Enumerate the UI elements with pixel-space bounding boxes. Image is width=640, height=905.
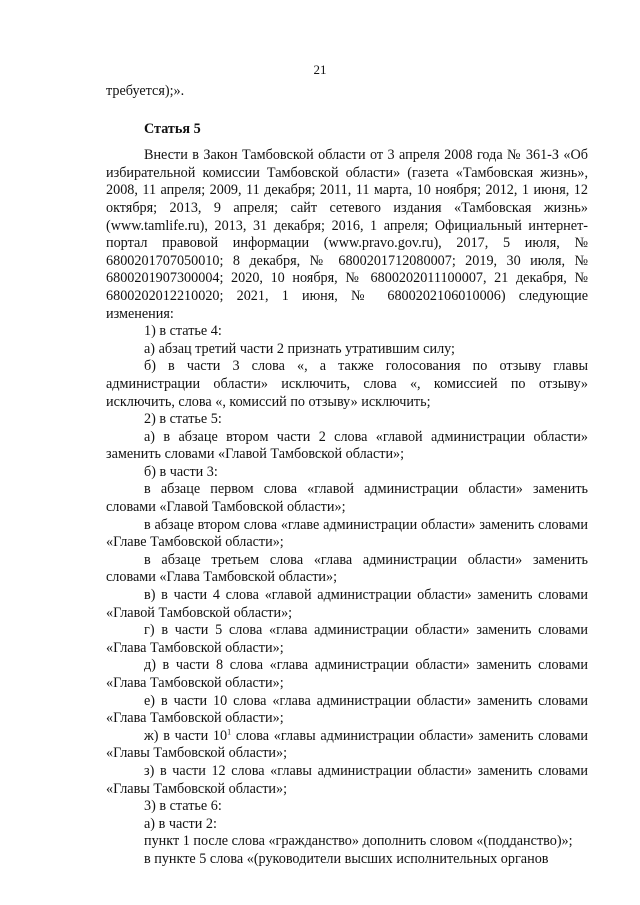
paragraph-item-2v: в) в части 4 слова «главой администрации области» заменить словами «Главой Тамбовской области»; (106, 587, 588, 621)
paragraph-item-2e: е) в части 10 слова «глава администрации области» заменить словами «Глава Тамбовской области»; (106, 692, 588, 727)
paragraph-item-3a: а) в части 2: (144, 815, 217, 832)
paragraph-item-2b: б) в части 3: (144, 463, 218, 480)
paragraph-item-3: 3) в статье 6: (144, 798, 222, 815)
zh-superscript: 1 (227, 727, 232, 737)
paragraph-item-1: 1) в статье 4: (144, 323, 222, 340)
document-body (106, 83, 588, 869)
paragraph-item-2b-first: в абзаце первом слова «главой администрации области» заменить словами «Главой Тамбовской области»; (106, 481, 588, 516)
paragraph-item-3a-point5: в пункте 5 слова «(руководители высших исполнительных органов (144, 850, 549, 867)
paragraph-item-2d: д) в части 8 слова «глава администрации области» заменить словами «Глава Тамбовской области»; (106, 657, 588, 691)
paragraph-item-2b-third: в абзаце третьем слова «глава администрации области» заменить словами «Глава Тамбовской области»; (106, 551, 588, 586)
paragraph-intro-amendment: Внести в Закон Тамбовской области от 3 апреля 2008 года № 361-З «Об избирательной комиссии Тамбовской области» (газета «Тамбовская жизнь», 2008, 11 апреля; 2009, 11 декабря; 2011, 11 марта, 10 ноября; 2012, 1 июня, 12 октября; 2013, 9 апреля; сайт сетевого издания «Тамбовская жизнь» (www.tamlife.ru), 2013, 31 декабря; 2016, 1 апреля; Официальный интернет-портал правовой информации (www.pravo.gov.ru), 2017, 5 июля, № 6800201707050010; 8 декабря, № 6800201712080007; 2019, 30 июля, № 6800201907300004; 2020, 10 ноября, № 6800202011100007, 21 декабря, № 6800202012210020; 2021, 1 июня, № 6800202106010006) следующие изменения: (106, 147, 588, 322)
paragraph-item-2zh (106, 728, 588, 763)
paragraph-item-1a: а) абзац третий части 2 признать утратившим силу; (144, 340, 455, 357)
zh-after: слова «главы администрации области» заменить словами «Главы Тамбовской области»; (106, 727, 588, 762)
paragraph-item-2: 2) в статье 5: (144, 411, 222, 428)
page-number: 21 (313, 62, 327, 77)
paragraph-item-2z: з) в части 12 слова «главы администрации области» заменить словами «Главы Тамбовской области»; (106, 762, 588, 797)
paragraph-item-3a-point1: пункт 1 после слова «гражданство» дополнить словом «(подданство)»; (144, 833, 573, 850)
zh-before: ж) в части 10 (144, 727, 228, 744)
paragraph-item-1b: б) в части 3 слова «, а также голосования по отзыву главы администрации области» исключить, слова «, комиссией по отзыву» исключить, слова «, комиссий по отзыву» исключить; (106, 358, 588, 410)
paragraph-item-2a: а) в абзаце втором части 2 слова «главой администрации области» заменить словами «Главой Тамбовской области»; (106, 428, 588, 463)
paragraph-item-2b-second: в абзаце втором слова «главе администрации области» заменить словами «Главе Тамбовской области»; (106, 516, 588, 551)
intro-line: требуется);». (106, 83, 185, 99)
article-heading: Статья 5 (144, 120, 201, 137)
paragraph-item-2g: г) в части 5 слова «глава администрации области» заменить словами «Глава Тамбовской области»; (106, 622, 588, 656)
